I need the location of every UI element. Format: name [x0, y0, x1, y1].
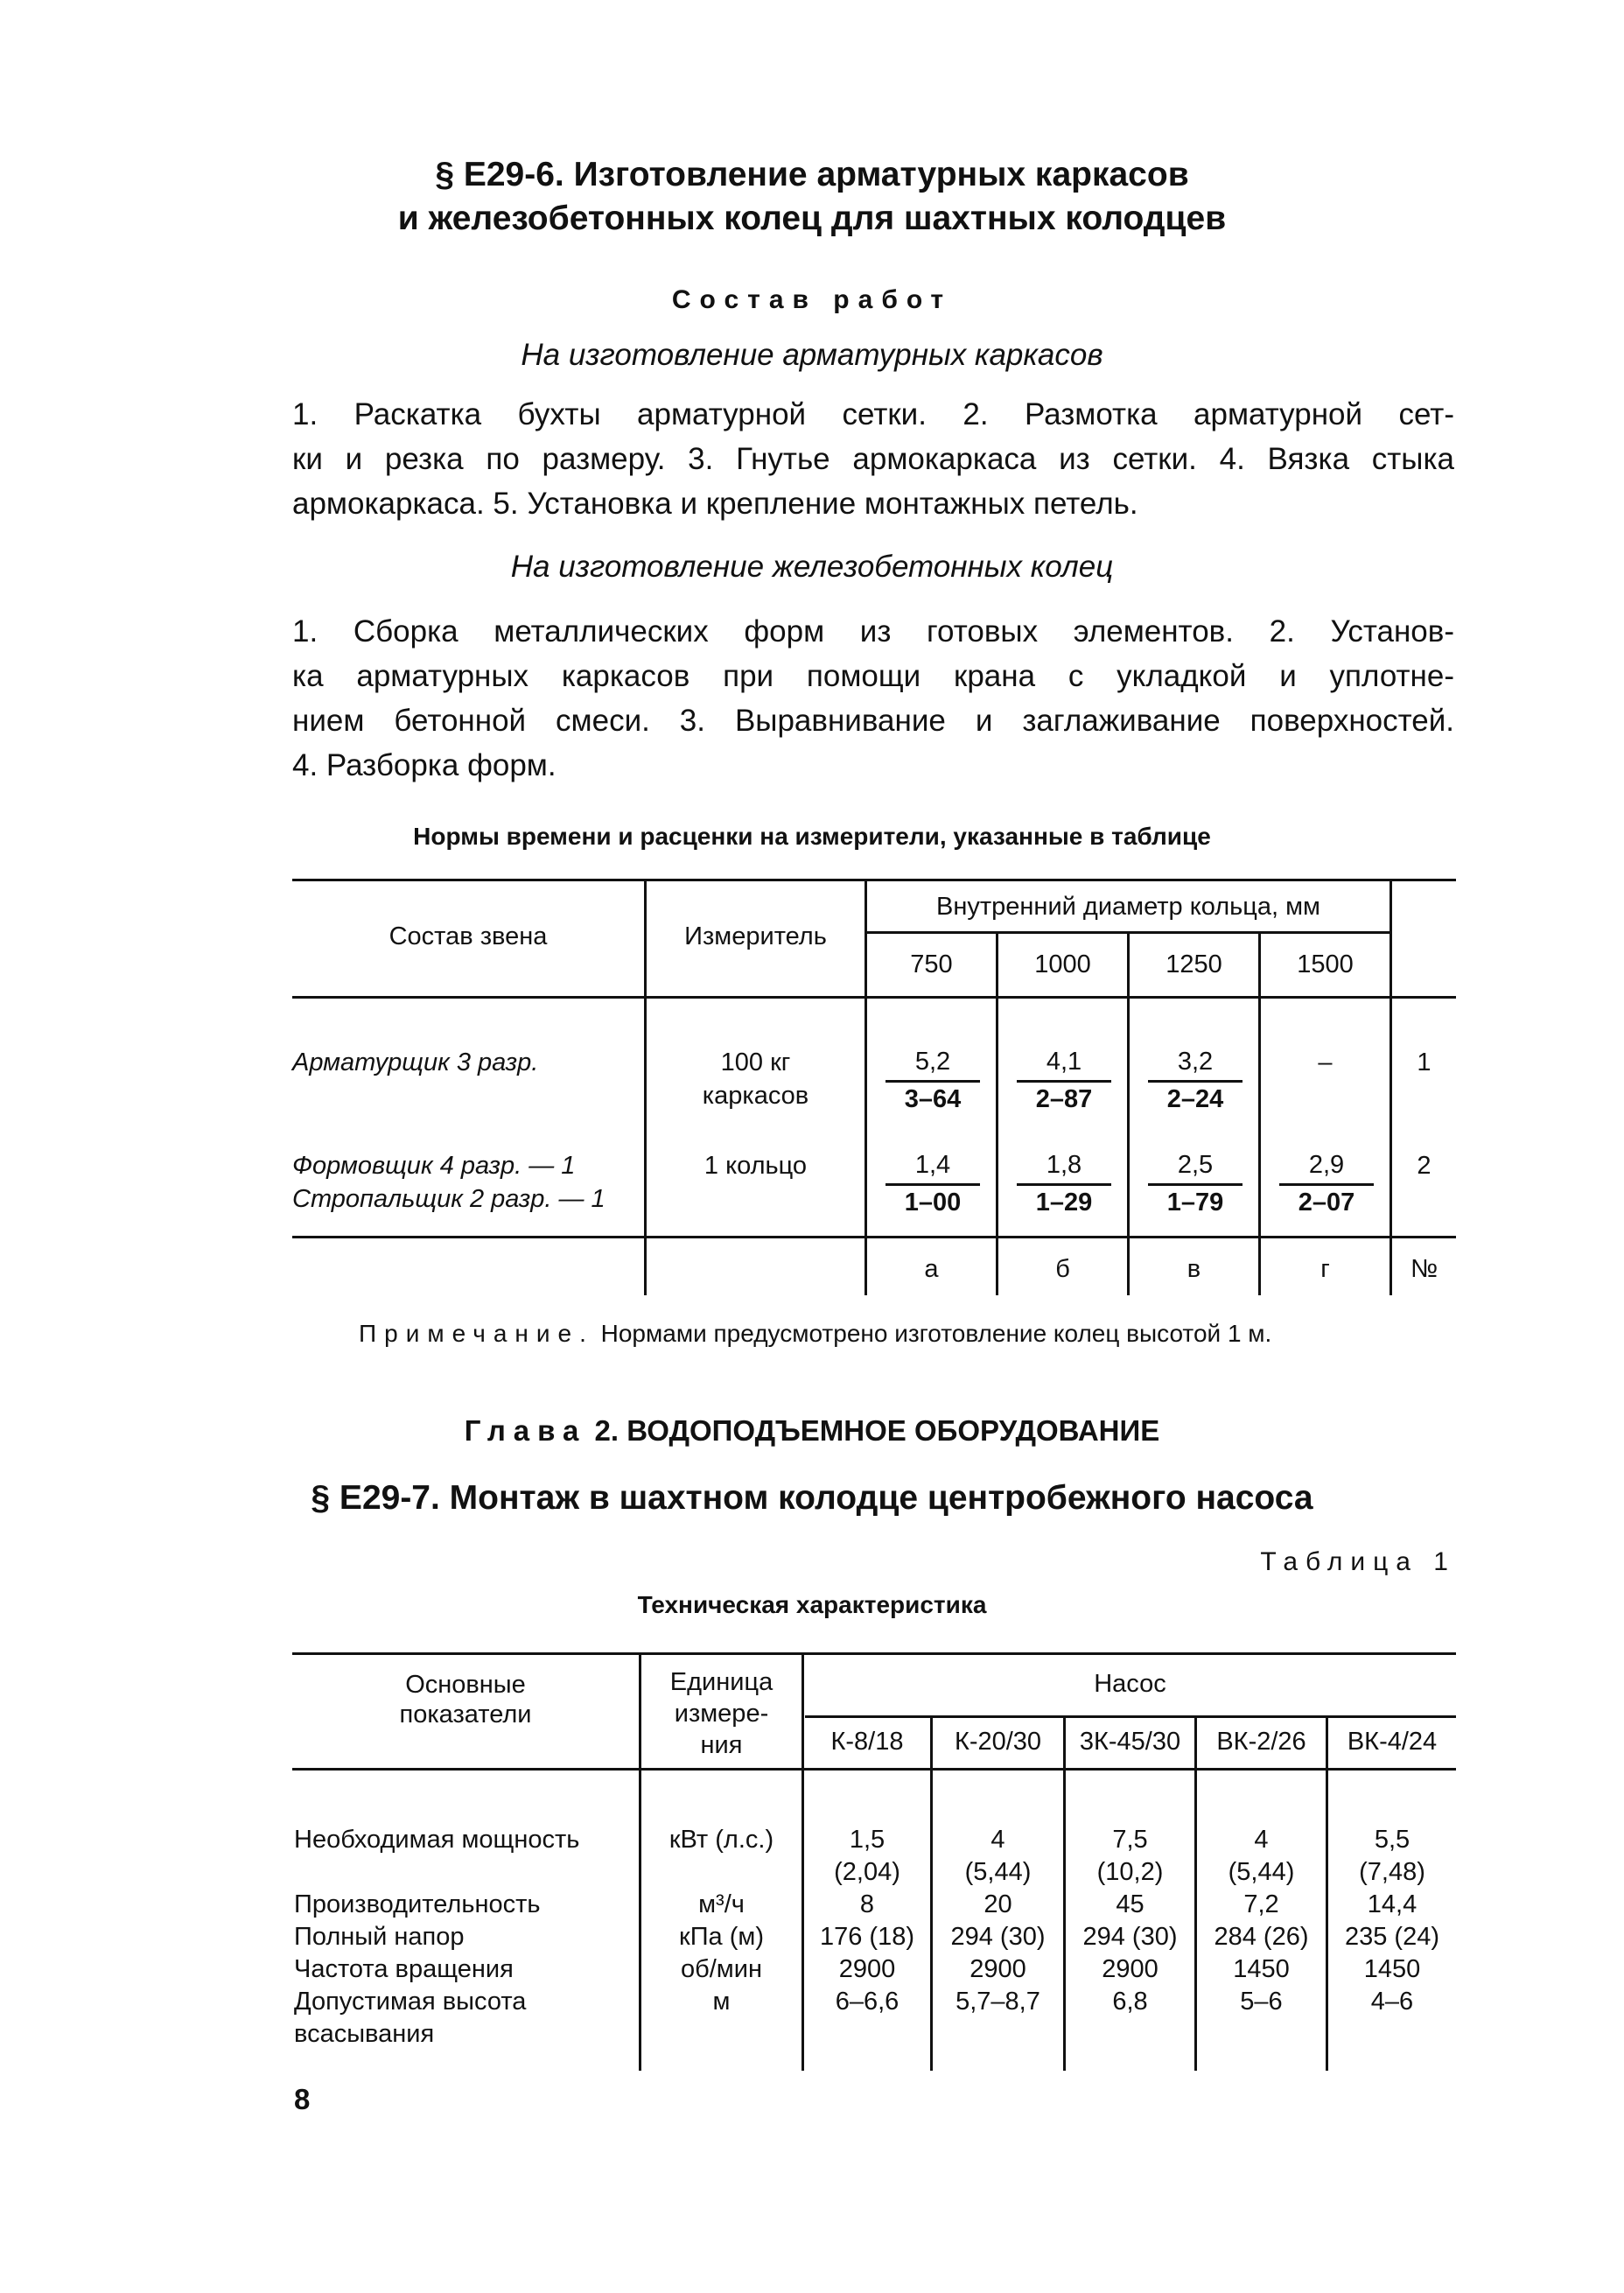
table-rule: [292, 1768, 1456, 1771]
value-cell: 5,7–8,7: [956, 1988, 1040, 2016]
param-cell: Необходимая мощность: [294, 1826, 580, 1854]
paragraph-line: ка арматурных каркасов при помощи крана с укладкой и уплотне-: [292, 659, 1454, 693]
pump-header: 3К-45/30: [1079, 1728, 1181, 1756]
value-cell: 1450: [1363, 1955, 1421, 1983]
value-cell: 7,2: [1243, 1890, 1279, 1918]
diameter-header: 1500: [1297, 950, 1354, 978]
diameter-header: 750: [910, 950, 953, 978]
row-number: 2: [1417, 1152, 1432, 1180]
paragraph-line: 1. Раскатка бухты арматурной сетки. 2. Размотка арматурной сет-: [292, 397, 1454, 431]
subheading-rings: На изготовление железобетонных колец: [510, 550, 1114, 584]
pump-header: К-8/18: [830, 1728, 904, 1756]
param-cell: Полный напор: [294, 1923, 465, 1951]
column-letter: б: [1055, 1255, 1070, 1283]
page-number: 8: [294, 2083, 311, 2115]
diameter-header: 1000: [1034, 950, 1091, 978]
unit-cell: кВт (л.с.): [668, 1826, 774, 1854]
value-cell: 5–6: [1240, 1988, 1283, 2016]
value-cell: 5,5: [1374, 1826, 1410, 1854]
unit-cell: 1 кольцо: [704, 1152, 808, 1180]
pump-header: ВК-4/24: [1347, 1728, 1438, 1756]
pump-header: К-20/30: [954, 1728, 1042, 1756]
value-cell: 1450: [1233, 1955, 1290, 1983]
value-cell: 8: [859, 1890, 875, 1918]
section2-title: § Е29-7. Монтаж в шахтном колодце центробежного насоса: [311, 1479, 1313, 1517]
value-cell: 14,4: [1367, 1890, 1418, 1918]
unit-cell: каркасов: [702, 1082, 809, 1110]
work-heading: Состав работ: [671, 285, 953, 314]
param-cell: Частота вращения: [294, 1955, 514, 1983]
paragraph-line: ки и резка по размеру. 3. Гнутье армокаркаса из сетки. 4. Вязка стыка: [292, 442, 1454, 476]
table-note: [359, 1320, 1271, 1348]
value-cell: 6,8: [1112, 1988, 1148, 2016]
value-cell: 2900: [970, 1955, 1026, 1983]
value-cell: 284 (26): [1214, 1923, 1309, 1951]
norm-fraction: $\frac{5,2}{3-64}$: [872, 1045, 994, 1116]
paragraph-line: 4. Разборка форм.: [292, 748, 556, 782]
value-cell: 20: [984, 1890, 1012, 1918]
col-header-crew: Состав звена: [388, 922, 548, 950]
value-cell: 294 (30): [1082, 1923, 1178, 1951]
col-header-unit: Измеритель: [684, 922, 827, 950]
col-header-unit: Единица измере- ния: [669, 1668, 774, 1759]
column-letter: а: [924, 1255, 939, 1283]
unit-cell: м: [712, 1988, 731, 2016]
param-cell: Допустимая высота: [294, 1988, 527, 2016]
value-cell: 235 (24): [1344, 1923, 1439, 1951]
norm-fraction: $\frac{4,1}{2-87}$: [1003, 1045, 1125, 1116]
chapter-heading: [0, 1414, 1624, 1448]
paragraph-line: 1. Сборка металлических форм из готовых элементов. 2. Установ-: [292, 614, 1454, 649]
row-number: 1: [1417, 1048, 1432, 1076]
chapter-title: 2. ВОДОПОДЪЕМНОЕ ОБОРУДОВАНИЕ: [594, 1414, 1160, 1447]
diameter-header: 1250: [1166, 950, 1222, 978]
crew-cell: Формовщик 4 разр. — 1: [292, 1152, 576, 1180]
note-label: Примечание.: [359, 1320, 594, 1347]
table-rule: [1390, 879, 1392, 1295]
value-cell: (5,44): [1228, 1858, 1295, 1886]
crew-cell: Стропальщик 2 разр. — 1: [292, 1185, 606, 1213]
value-cell: 2900: [838, 1955, 896, 1983]
value-cell: 7,5: [1112, 1826, 1148, 1854]
number-header: №: [1410, 1255, 1438, 1283]
table-rule: [292, 1236, 1456, 1238]
value-cell: 4: [990, 1826, 1005, 1854]
section-title-line1: § Е29-6. Изготовление арматурных каркасов: [435, 156, 1189, 193]
norm-fraction: $\frac{3,2}{2-24}$: [1134, 1045, 1256, 1116]
paragraph-rings: [292, 609, 1454, 788]
value-cell: 176 (18): [819, 1923, 914, 1951]
value-cell: 4–6: [1370, 1988, 1414, 2016]
value-cell: (5,44): [964, 1858, 1032, 1886]
norm-fraction: $\frac{2,9}{2-07}$: [1265, 1148, 1388, 1219]
chapter-label: Глава: [464, 1414, 587, 1447]
param-cell: Производительность: [294, 1890, 541, 1918]
norm-fraction: $\frac{2,5}{1-79}$: [1134, 1148, 1256, 1219]
table-rule: [1127, 931, 1130, 1295]
norm-fraction: $\frac{1,4}{1-00}$: [872, 1148, 994, 1219]
col-header-pump: Насос: [1094, 1670, 1166, 1698]
paragraph-line: нием бетонной смеси. 3. Выравнивание и заглаживание поверхностей.: [292, 704, 1454, 738]
value-cell: (7,48): [1359, 1858, 1425, 1886]
col-header-param: Основные показатели: [399, 1671, 532, 1729]
col-header-diameter: Внутренний диаметр кольца, мм: [936, 893, 1320, 921]
param-cell: всасывания: [294, 2020, 435, 2048]
norm-dash: –: [1318, 1048, 1333, 1076]
value-cell: 2900: [1102, 1955, 1158, 1983]
value-cell: (2,04): [834, 1858, 900, 1886]
subheading-frames: На изготовление арматурных каркасов: [521, 338, 1103, 372]
table-rule: [292, 879, 1456, 881]
table-rule: [996, 931, 998, 1295]
table-rule: [292, 1652, 1456, 1655]
value-cell: 4: [1254, 1826, 1269, 1854]
unit-cell: 100 кг: [720, 1048, 791, 1076]
spec-table-title: Техническая характеристика: [637, 1591, 987, 1618]
table-rule: [805, 1715, 1456, 1718]
value-cell: (10,2): [1096, 1858, 1164, 1886]
value-cell: 1,5: [849, 1826, 886, 1854]
norm-fraction: $\frac{1,8}{1-29}$: [1003, 1148, 1125, 1219]
note-text: Нормами предусмотрено изготовление колец высотой 1 м.: [600, 1320, 1272, 1347]
unit-cell: м³/ч: [698, 1890, 745, 1918]
paragraph-line: армокаркаса. 5. Установка и крепление монтажных петель.: [292, 487, 1138, 521]
column-letter: в: [1186, 1255, 1201, 1283]
paragraph-frames: [292, 392, 1454, 526]
value-cell: 6–6,6: [835, 1988, 900, 2016]
table-rule: [864, 879, 867, 1295]
section-title-line2: и железобетонных колец для шахтных колодцев: [397, 200, 1227, 237]
table-rule: [1258, 931, 1261, 1295]
table-rule: [292, 996, 1456, 999]
unit-cell: об/мин: [681, 1955, 762, 1983]
value-cell: 45: [1116, 1890, 1144, 1918]
table-label: Таблица 1: [1260, 1547, 1456, 1576]
norms-table-title: Нормы времени и расценки на измерители, указанные в таблице: [413, 823, 1211, 850]
unit-cell: кПа (м): [679, 1923, 764, 1951]
pump-header: ВК-2/26: [1216, 1728, 1306, 1756]
column-letter: г: [1320, 1255, 1330, 1283]
value-cell: 294 (30): [950, 1923, 1046, 1951]
crew-cell: Арматурщик 3 разр.: [292, 1048, 539, 1076]
